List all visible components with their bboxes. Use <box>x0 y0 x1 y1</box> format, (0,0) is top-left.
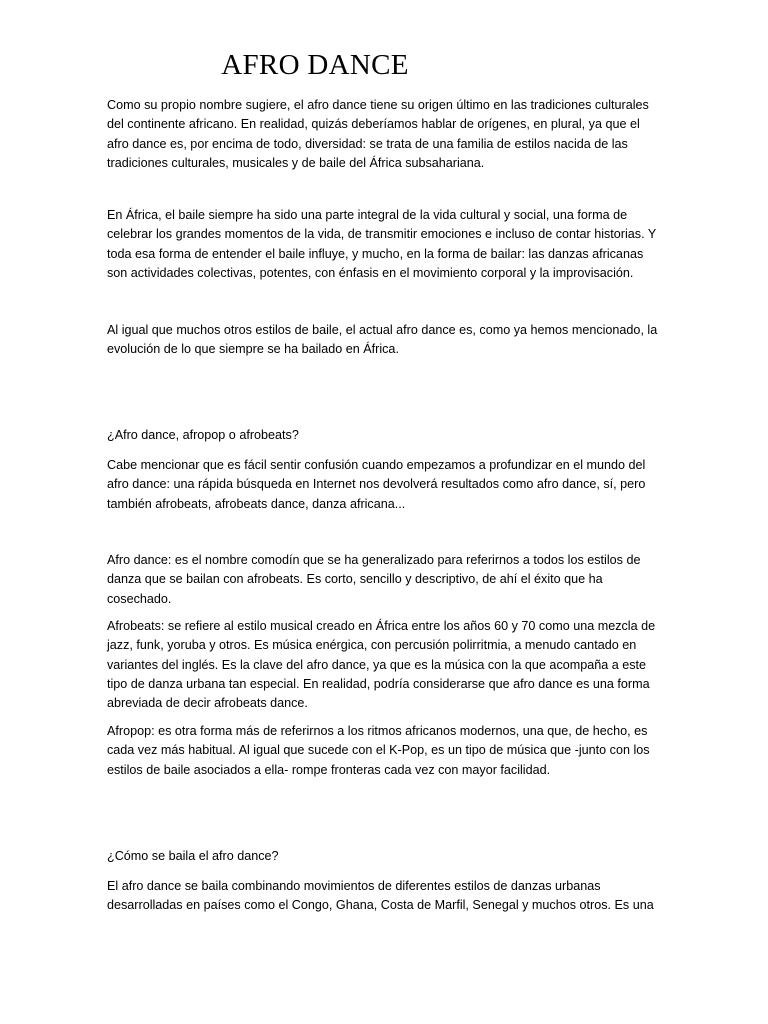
paragraph-confusion: Cabe mencionar que es fácil sentir confusión cuando empezamos a profundizar en el mundo del afro dance: una rápida búsqueda en Internet nos devolverá resultados como afro dance, sí, pero también afrobeats, afrobeats dance, danza africana... <box>107 458 646 511</box>
paragraph-evolution: Al igual que muchos otros estilos de baile, el actual afro dance es, como ya hemos mencionado, la evolución de lo que siempre se ha bailado en África. <box>107 323 658 357</box>
paragraph-how-to-dance: El afro dance se baila combinando movimientos de diferentes estilos de danzas urbanas desarrolladas en países como el Congo, Ghana, Costa de Marfil, Senegal y muchos otros. Es una <box>107 879 654 913</box>
section-heading-afropop: ¿Afro dance, afropop o afrobeats? <box>107 428 299 442</box>
paragraph-afro-dance-definition: Afro dance: es el nombre comodín que se ha generalizado para referirnos a todos los estilos de danza que se bailan con afrobeats. Es corto, sencillo y descriptivo, de ahí el éxito que ha cosechado. <box>107 553 641 606</box>
paragraph-intro: Como su propio nombre sugiere, el afro dance tiene su origen último en las tradiciones culturales del continente africano. En realidad, quizás deberíamos hablar de orígenes, en plural, ya que el afro dance es, por encima de todo, diversidad: se trata de una familia de estilos nacida de las tradiciones culturales, musicales y de baile del África subsahariana. <box>107 98 649 170</box>
paragraph-africa: En África, el baile siempre ha sido una parte integral de la vida cultural y social, una forma de celebrar los grandes momentos de la vida, de transmitir emociones e incluso de contar historias. Y toda esa forma de entender el baile influye, y mucho, en la forma de bailar: las danzas africanas son actividades colectivas, potentes, con énfasis en el movimiento corporal y la improvisación. <box>107 208 657 280</box>
paragraph-afropop-definition: Afropop: es otra forma más de referirnos a los ritmos africanos modernos, una que, de hecho, es cada vez más habitual. Al igual que sucede con el K-Pop, es un tipo de música que -junto con los estilos de baile asociados a ella- rompe fronteras cada vez con mayor facilidad. <box>107 724 650 777</box>
section-heading-how-to-dance: ¿Cómo se baila el afro dance? <box>107 849 279 863</box>
paragraph-afrobeats-definition: Afrobeats: se refiere al estilo musical creado en África entre los años 60 y 70 como una mezcla de jazz, funk, yoruba y otros. Es música enérgica, con percusión polirritmia, a menudo cantado en variantes del inglés. Es la clave del afro dance, ya que es la música con la que acompaña a este tipo de danza urbana tan especial. En realidad, podría considerarse que afro dance es una forma abreviada de decir afrobeats dance. <box>107 619 656 711</box>
page-title: AFRO DANCE <box>221 49 409 81</box>
